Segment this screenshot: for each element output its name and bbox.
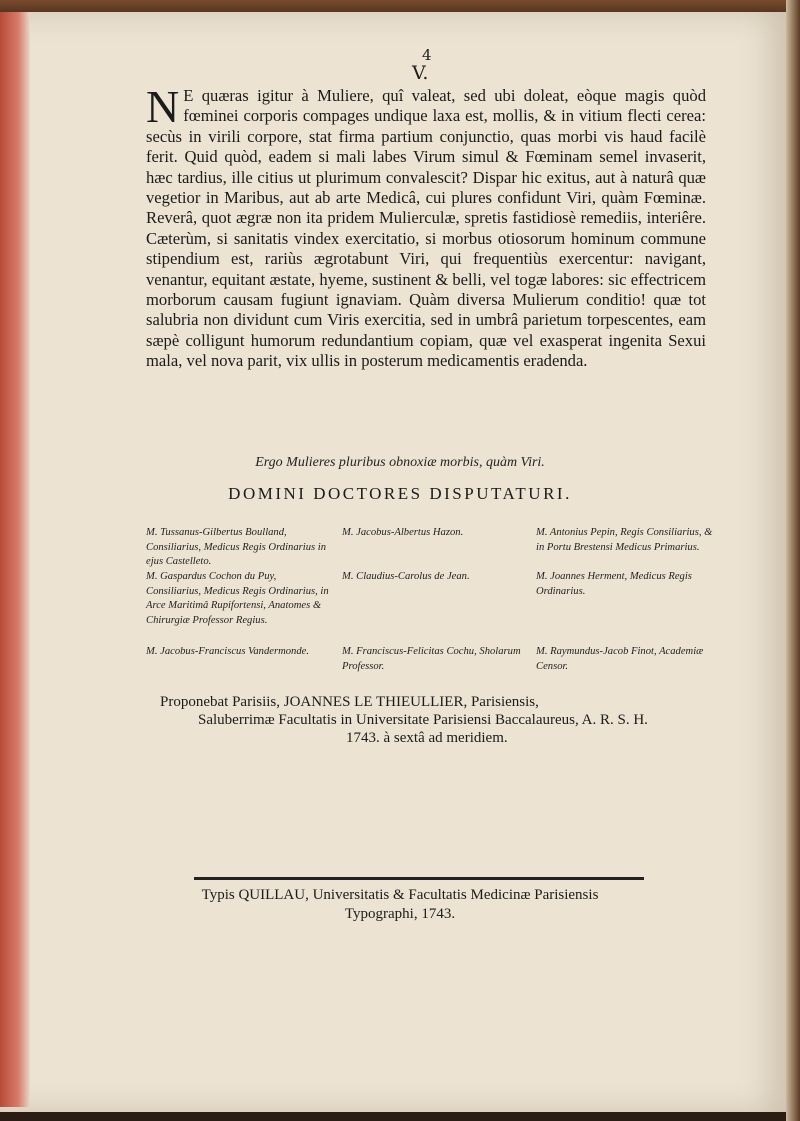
- imprint-block: [0, 886, 800, 924]
- proponent-line: Saluberrimæ Facultatis in Universitate Parisiensi Baccalaureus, A. R. S. H.: [198, 712, 648, 728]
- proponent-line: Proponebat Parisiis, JOANNES LE THIEULLIER, Parisiensis,: [160, 694, 539, 710]
- imprint-line: Typographi, 1743.: [344, 906, 456, 922]
- proponent-line: 1743. à sextâ ad meridiem.: [346, 730, 508, 746]
- drop-cap: N: [146, 81, 180, 132]
- doctor-entry: M. Raymundus-Jacob Finot, Academiæ Censor.: [536, 646, 704, 672]
- divider-rule: [194, 877, 644, 880]
- doctors-heading: DOMINI DOCTORES DISPUTATURI.: [228, 484, 572, 503]
- page-left-edge: [0, 12, 30, 1107]
- doctor-entry: M. Jacobus-Franciscus Vandermonde.: [146, 646, 309, 657]
- doctor-entry: M. Jacobus-Albertus Hazon.: [342, 527, 464, 538]
- body-paragraph: [146, 81, 706, 372]
- proponent-block: [160, 693, 720, 747]
- imprint-line: Typis QUILLAU, Universitatis & Facultatis Medicinæ Parisiensis: [201, 887, 599, 903]
- doctor-entry: M. Antonius Pepin, Regis Consiliarius, & in Portu Brestensi Medicus Primarius.: [536, 527, 713, 553]
- doctor-entry: M. Franciscus-Felicitas Cochu, Sholarum Professor.: [342, 646, 521, 672]
- section-heading: V.: [412, 62, 429, 84]
- page-number: 4: [422, 46, 432, 64]
- conclusion: Ergo Mulieres pluribus obnoxiæ morbis, quàm Viri.: [255, 455, 545, 470]
- doctor-entry: M. Joannes Herment, Medicus Regis Ordinarius.: [536, 571, 692, 597]
- doctor-entry: M. Claudius-Carolus de Jean.: [342, 571, 470, 582]
- body-text: E quæras igitur à Muliere, quî valeat, sed ubi doleat, eòque magis quòd fœminei corporis compages undique laxa est, mollis, & in vitium flecti cerea: secùs in virili corpore, stat firma partium conjunctio, quas morbi vis haud facilè ferit. Quid quòd, eadem si mali labes Virum simul & Fœminam semel invaserit, hæc tardius, ille citius ut plurimum convalescit? Dispar hic exitus, aut à naturâ quæ vegetior in Maribus, aut ab arte Medicâ, cui plures confidunt Viri, quàm Fœminæ. Reverâ, quot ægræ non ita pridem Mulierculæ, spretis fastidiosè remediis, interiêre. Cæterùm, si sanitatis vindex exercitatio, si morbus otiosorum hominum commune stipendium est, rariùs ægrotabunt Viri, qui frequentiùs exercentur: navigant, venantur, equitant æstate, hyeme, sustinent & belli, vel togæ labores: sic effectricem morborum causam fugiunt ignaviam. Quàm diversa Mulierum conditio! quæ tot salubria non dividunt cum Viris exercitia, sed in umbrâ parietum torpescentes, eam sæpè colligunt humorum redundantium copiam, quæ vel exasperat ingenita Sexui mala, vel nova parit, vix ullis in posterum medicamentis eradenda.: [146, 86, 706, 371]
- doctor-entry: M. Gaspardus Cochon du Puy, Consiliarius, Medicus Regis Ordinarius, in Arce Maritimâ Rupifortensi, Anatomes & Chirurgiæ Professor Regius.: [146, 571, 329, 626]
- page-right-edge: [786, 0, 800, 1121]
- doctor-entry: M. Tussanus-Gilbertus Boulland, Consiliarius, Medicus Regis Ordinarius in ejus Castelleto.: [146, 527, 327, 568]
